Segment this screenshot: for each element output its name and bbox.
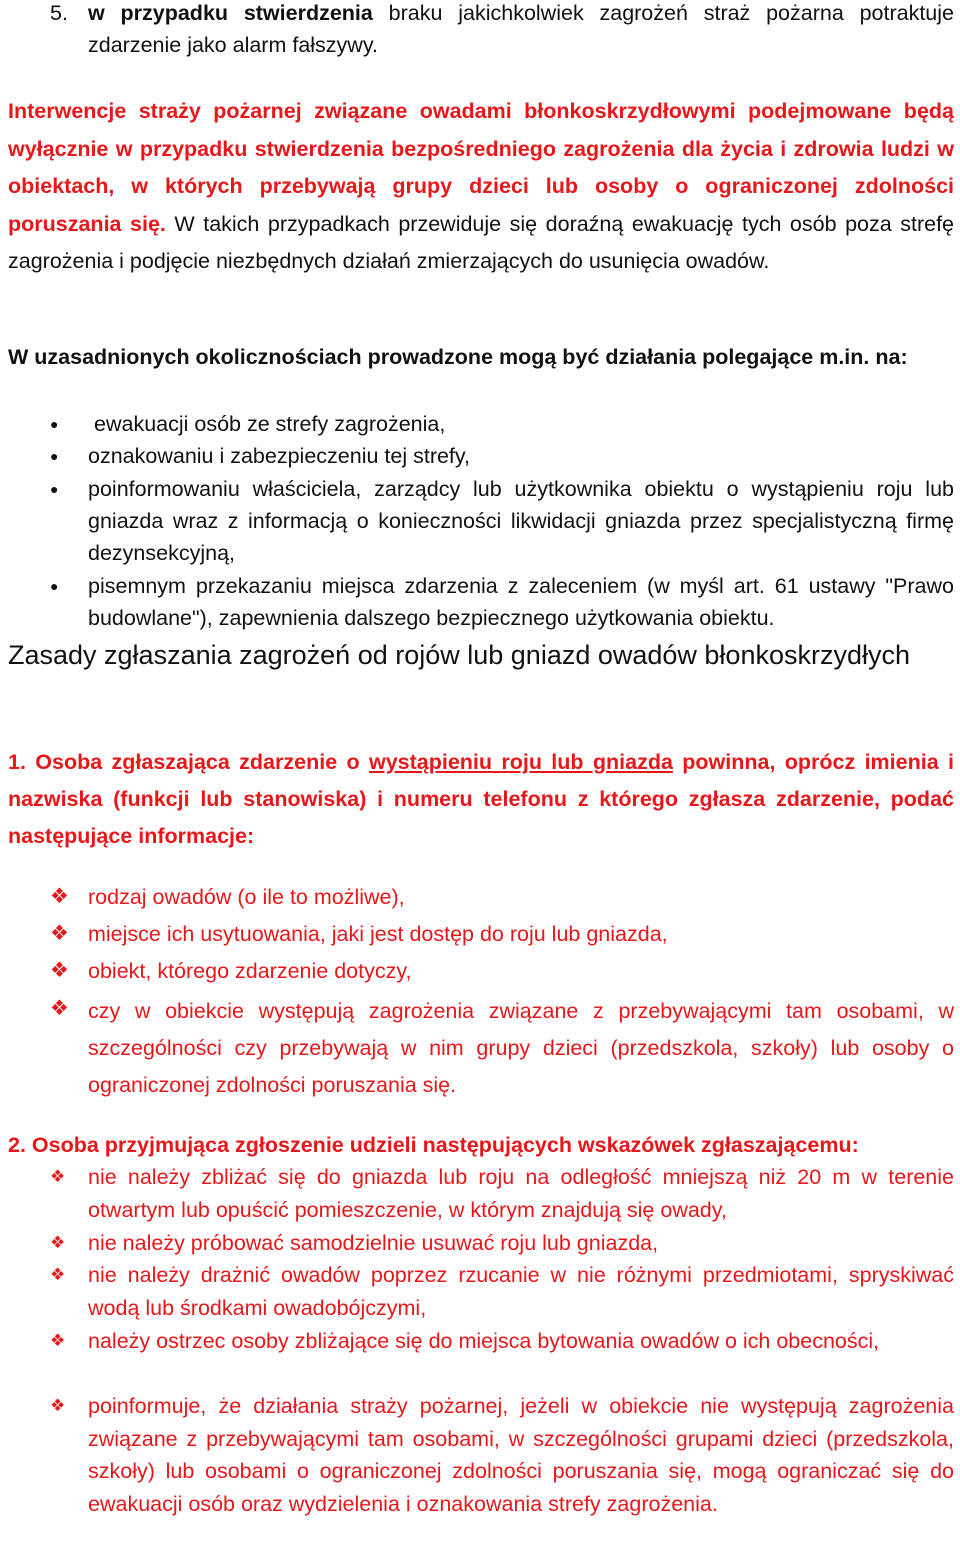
four-diamond-icon: ❖: [50, 922, 69, 945]
point-1-item: obiekt, którego zdarzenie dotyczy,: [88, 959, 412, 983]
bullet-dot-icon: ●: [50, 481, 59, 497]
four-diamond-icon: ❖: [50, 1265, 66, 1284]
actions-item: oznakowaniu i zabezpieczeniu tej strefy,: [88, 444, 471, 468]
four-diamond-icon: ❖: [50, 1167, 66, 1186]
point-1-intro: [8, 744, 954, 855]
four-diamond-icon: ❖: [50, 997, 69, 1020]
point-2-item: poinformuje, że działania straży pożarnej, jeżeli w obiekcie nie występują zagrożenia związane z przebywającymi tam osobami, w szczególności grupami dzieci (przedszkola, szkoły) lub osobami o ograniczonej zdolności poruszania się, mogą ograniczać się do ewakuacji osób oraz wydzielenia i oznakowania strefy zagrożenia.: [88, 1394, 954, 1517]
four-diamond-icon: ❖: [50, 1396, 66, 1415]
point-1-item: miejsce ich usytuowania, jaki jest dostęp do roju lub gniazda,: [88, 922, 668, 946]
point-2-item: nie należy próbować samodzielnie usuwać roju lub gniazda,: [88, 1231, 659, 1255]
point-2-item: należy ostrzec osoby zbliżające się do miejsca bytowania owadów o ich obecności,: [88, 1329, 880, 1353]
point-2-intro: 2. Osoba przyjmująca zgłoszenie udzieli następujących wskazówek zgłaszającemu:: [8, 1133, 859, 1157]
actions-heading: W uzasadnionych okolicznościach prowadzone mogą być działania polegające m.in. na:: [8, 345, 908, 369]
bullet-dot-icon: ●: [50, 448, 59, 464]
item-5-paragraph: [88, 0, 954, 61]
point-2-item: nie należy zbliżać się do gniazda lub roju na odległość mniejszą niż 20 m w terenie otwartym lub opuścić pomieszczenie, w którym znajdują się owady,: [88, 1165, 954, 1222]
point-1-underlined: wystąpieniu roju lub gniazda: [368, 750, 673, 774]
bullet-dot-icon: ●: [50, 578, 59, 594]
point-2-item: nie należy drażnić owadów poprzez rzucanie w nie różnymi przedmiotami, spryskiwać wodą lub środkami owadobójczymi,: [88, 1263, 954, 1320]
intervention-text: W takich przypadkach przewiduje się doraźną ewakuację tych osób poza strefę zagrożenia i podjęcie niezbędnych działań zmierzających do usunięcia owadów.: [8, 211, 954, 273]
point-1-item: czy w obiekcie występują zagrożenia związane z przebywającymi tam osobami, w szczególności czy przebywają w nim grupy dzieci (przedszkola, szkoły) lub osoby o ograniczonej zdolności poruszania się.: [88, 999, 954, 1097]
actions-item: ewakuacji osób ze strefy zagrożenia,: [94, 412, 446, 436]
point-1-intro-b: powinna, oprócz imienia i nazwiska (funkcji lub stanowiska) i numeru telefonu z którego zgłasza zdarzenie, podać następujące informacje:: [8, 750, 954, 848]
four-diamond-icon: ❖: [50, 1331, 66, 1350]
section-title: Zasady zgłaszania zagrożeń od rojów lub gniazd owadów błonkoskrzydłych: [8, 640, 910, 670]
bullet-dot-icon: ●: [50, 416, 59, 432]
point-1-item: rodzaj owadów (o ile to możliwe),: [88, 885, 405, 909]
four-diamond-icon: ❖: [50, 1233, 66, 1252]
item-5-bold: w przypadku stwierdzenia: [88, 1, 373, 25]
four-diamond-icon: ❖: [50, 885, 69, 908]
actions-item: poinformowaniu właściciela, zarządcy lub użytkownika obiektu o wystąpieniu roju lub gniazda wraz z informacją o konieczności likwidacji gniazda przez specjalistyczną firmę dezynsekcyjną,: [88, 477, 954, 565]
intervention-red-text: Interwencje straży pożarnej związane owadami błonkoskrzydłowymi podejmowane będą wyłącznie w przypadku stwierdzenia bezpośredniego zagrożenia dla życia i zdrowia ludzi w obiektach, w których przebywają grupy dzieci lub osoby o ograniczonej zdolności poruszania się.: [8, 99, 954, 236]
intervention-paragraph: [8, 93, 954, 281]
item-5-text: braku jakichkolwiek zagrożeń straż pożarna potraktuje zdarzenie jako alarm fałszywy.: [88, 1, 954, 57]
item-number: 5.: [50, 1, 68, 25]
four-diamond-icon: ❖: [50, 959, 69, 982]
actions-item: pisemnym przekazaniu miejsca zdarzenia z zaleceniem (w myśl art. 61 ustawy "Prawo budowlane"), zapewnienia dalszego bezpiecznego użytkowania obiektu.: [88, 574, 954, 630]
point-1-intro-a: 1. Osoba zgłaszająca zdarzenie o: [8, 750, 369, 774]
